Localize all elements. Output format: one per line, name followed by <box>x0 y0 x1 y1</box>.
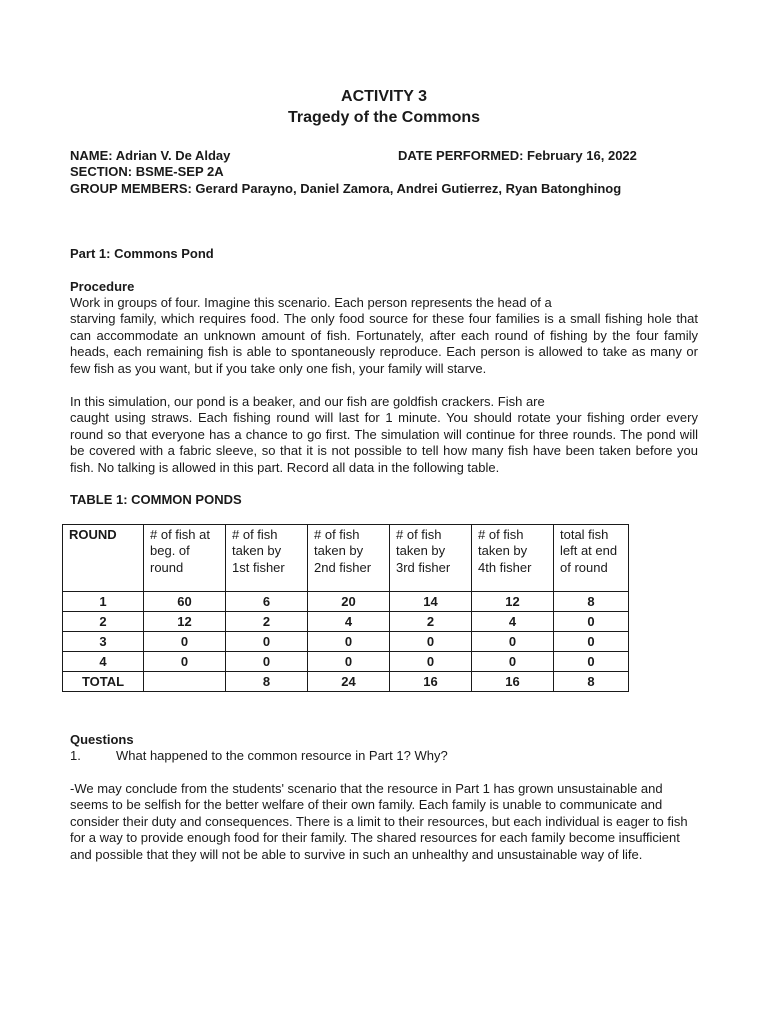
paragraph-body: starving family, which requires food. The only food source for these four families is a small fishing hole that can accommodate an unknown amount of fish. Fortunately, after each round of fishing by the four family heads, each remaining fish is able to spontaneously reproduce. Each person is allowed to take as many or few fish as you want, but if you take only one fish, your family will starve. <box>70 311 698 376</box>
header-cell: # of fish taken by 4th fisher <box>472 525 554 592</box>
table-cell: 12 <box>472 592 554 612</box>
table-cell: 0 <box>390 652 472 672</box>
header-cell: # of fish taken by 3rd fisher <box>390 525 472 592</box>
table-cell: 0 <box>144 652 226 672</box>
table-cell: 0 <box>390 632 472 652</box>
table-cell: 4 <box>472 612 554 632</box>
table-cell: 2 <box>226 612 308 632</box>
name-field: NAME: Adrian V. De Alday <box>70 148 231 163</box>
table-cell: 3 <box>63 632 144 652</box>
table-cell: 6 <box>226 592 308 612</box>
question-1 <box>70 748 448 763</box>
table-row <box>63 652 629 672</box>
date-field: DATE PERFORMED: February 16, 2022 <box>398 148 637 163</box>
header-cell: # of fish taken by 2nd fisher <box>308 525 390 592</box>
table-cell: 0 <box>308 632 390 652</box>
table-cell: 0 <box>554 632 629 652</box>
header-cell: total fish left at end of round <box>554 525 629 592</box>
table-cell: 0 <box>472 652 554 672</box>
table-cell: 0 <box>472 632 554 652</box>
table-cell: 0 <box>144 632 226 652</box>
table-cell: 8 <box>554 592 629 612</box>
table-cell: 0 <box>226 632 308 652</box>
table-cell: 4 <box>308 612 390 632</box>
table-cell: 0 <box>554 652 629 672</box>
common-ponds-table <box>62 524 629 692</box>
part1-heading: Part 1: Commons Pond <box>70 246 214 261</box>
question-number: 1. <box>70 748 81 763</box>
header-cell: # of fish taken by 1st fisher <box>226 525 308 592</box>
header-cell: # of fish at beg. of round <box>144 525 226 592</box>
table-cell: 16 <box>472 672 554 692</box>
procedure-paragraph-2 <box>70 394 698 476</box>
procedure-paragraph-1 <box>70 295 698 377</box>
table-header-row <box>63 525 629 592</box>
table-cell: TOTAL <box>63 672 144 692</box>
table-cell: 2 <box>63 612 144 632</box>
procedure-heading: Procedure <box>70 279 135 294</box>
table-cell: 12 <box>144 612 226 632</box>
table-row <box>63 592 629 612</box>
table-caption: TABLE 1: COMMON PONDS <box>70 492 242 507</box>
paragraph-first-line: In this simulation, our pond is a beaker, and our fish are goldfish crackers. Fish are <box>70 394 545 409</box>
table-cell: 2 <box>390 612 472 632</box>
table-row <box>63 612 629 632</box>
paragraph-body: caught using straws. Each fishing round will last for 1 minute. You should rotate your fishing order every round so that everyone has a chance to go first. The simulation will continue for three rounds. The pond will be covered with a fabric sleeve, so that it is not possible to tell how many fish have been taken before you fish. No talking is allowed in this part. Record all data in the following table. <box>70 410 698 475</box>
table-cell: 1 <box>63 592 144 612</box>
question-text: What happened to the common resource in Part 1? Why? <box>116 748 448 763</box>
table-row <box>63 632 629 652</box>
paragraph-first-line: Work in groups of four. Imagine this scenario. Each person represents the head of a <box>70 295 552 310</box>
table-cell: 8 <box>226 672 308 692</box>
header-cell: ROUND <box>63 525 144 592</box>
table-cell: 16 <box>390 672 472 692</box>
activity-number: ACTIVITY 3 <box>341 88 427 105</box>
table-cell: 0 <box>554 612 629 632</box>
table-cell: 14 <box>390 592 472 612</box>
table-cell: 0 <box>226 652 308 672</box>
answer-paragraph: -We may conclude from the students' scenario that the resource in Part 1 has grown unsustainable and seems to be selfish for the better welfare of their own family. Each family is unable to communicate and consider their duty and consequences. There is a limit to their resources, but each individual is eager to fish for a way to provide enough food for their family. The shared resources for each family become insufficient and possible that they will not be able to survive in such an unhealthy and unsustainable way of life. <box>70 781 688 862</box>
table-cell: 0 <box>308 652 390 672</box>
group-members-field: GROUP MEMBERS: Gerard Parayno, Daniel Zamora, Andrei Gutierrez, Ryan Batonghinog <box>70 181 622 196</box>
table-cell: 20 <box>308 592 390 612</box>
document-title: Tragedy of the Commons <box>287 109 481 126</box>
table-cell: 60 <box>144 592 226 612</box>
questions-heading: Questions <box>70 732 134 747</box>
table-total-row <box>63 672 629 692</box>
table-cell: 24 <box>308 672 390 692</box>
table-cell: 4 <box>63 652 144 672</box>
section-field: SECTION: BSME-SEP 2A <box>70 164 224 179</box>
table-cell: 8 <box>554 672 629 692</box>
table-cell <box>144 672 226 692</box>
